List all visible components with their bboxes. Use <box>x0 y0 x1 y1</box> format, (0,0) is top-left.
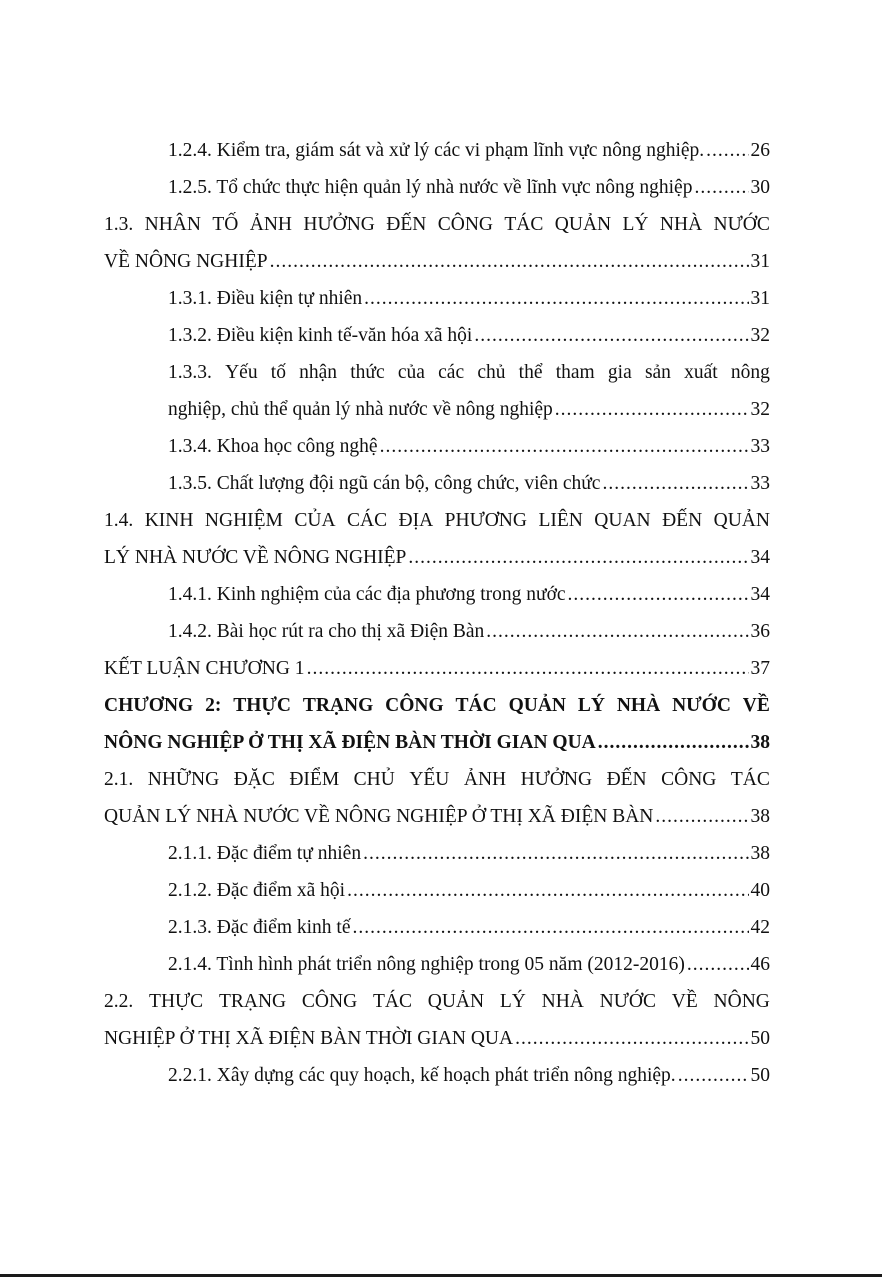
toc-entry-title: NGHIỆP Ở THỊ XÃ ĐIỆN BÀN THỜI GIAN QUA <box>104 1028 514 1049</box>
toc-entry-word: ĐẶC <box>233 769 275 790</box>
toc-entry-word: NƯỚC <box>713 214 770 235</box>
toc-entry <box>104 391 770 428</box>
toc-entry-word: các <box>438 362 465 383</box>
toc-entry-word: TÁC <box>504 214 544 235</box>
toc-page-number: 38 <box>750 732 770 753</box>
toc-entry-word: CÁC <box>346 510 388 531</box>
toc-entry <box>104 428 770 465</box>
toc-entry <box>104 650 770 687</box>
toc-entry <box>104 872 770 909</box>
toc-entry-word: tố <box>270 362 286 383</box>
toc-entry-word: NHÀ <box>659 214 703 235</box>
toc-entry <box>104 465 770 502</box>
toc-entry-title: 1.4.1. Kinh nghiệm của các địa phương trong nước <box>168 584 566 605</box>
toc-entry <box>104 835 770 872</box>
toc-dot-leader <box>364 280 748 317</box>
toc-dot-leader <box>486 613 748 650</box>
toc-entry-title: 1.3.5. Chất lượng đội ngũ cán bộ, công chức, viên chức <box>168 473 601 494</box>
toc-entry-word: nông <box>730 362 770 383</box>
toc-entry <box>104 169 770 206</box>
table-of-contents <box>104 132 770 1094</box>
toc-entry-word: LÝ <box>577 695 605 716</box>
toc-entry-word: thể <box>518 362 543 383</box>
toc-entry-word: 2.2. <box>104 991 134 1012</box>
toc-entry <box>104 502 770 539</box>
toc-dot-leader <box>598 724 749 761</box>
toc-entry-word: THỰC <box>233 695 291 716</box>
toc-entry-title: KẾT LUẬN CHƯƠNG 1 <box>104 658 305 679</box>
toc-entry-word: tham <box>555 362 595 383</box>
toc-dot-leader <box>347 872 748 909</box>
toc-dot-leader <box>687 946 749 983</box>
toc-entry <box>104 946 770 983</box>
toc-entry-word: NGHIỆM <box>204 510 283 531</box>
toc-entry-title: 2.1.2. Đặc điểm xã hội <box>168 880 346 901</box>
toc-entry-word: VỀ <box>742 695 770 716</box>
toc-page-number: 38 <box>750 806 770 827</box>
toc-dot-leader <box>555 391 749 428</box>
toc-entry-word: 2: <box>205 695 222 716</box>
toc-entry-word: CHỦ <box>353 769 395 790</box>
toc-page-number: 33 <box>750 473 770 494</box>
toc-entry <box>104 539 770 576</box>
toc-entry-word: TRẠNG <box>302 695 374 716</box>
toc-entry <box>104 243 770 280</box>
toc-dot-leader <box>408 539 748 576</box>
toc-entry-word: THỰC <box>149 991 204 1012</box>
toc-entry-word: CÔNG <box>661 769 717 790</box>
toc-entry-word: TỐ <box>212 214 239 235</box>
toc-page-number: 37 <box>750 658 770 679</box>
toc-entry-word: KINH <box>144 510 194 531</box>
toc-entry <box>104 1020 770 1057</box>
toc-entry-word: QUẢN <box>554 214 612 235</box>
toc-page-number: 42 <box>750 917 770 938</box>
toc-entry-word: 1.3. <box>104 214 134 235</box>
toc-entry-word: LÝ <box>622 214 649 235</box>
toc-entry <box>104 761 770 798</box>
toc-page-number: 36 <box>750 621 770 642</box>
toc-dot-leader <box>474 317 748 354</box>
toc-entry-word: QUAN <box>594 510 651 531</box>
toc-entry <box>104 1057 770 1094</box>
toc-entry-word: QUẢN <box>713 510 770 531</box>
toc-entry-title: 1.2.4. Kiểm tra, giám sát và xử lý các vi phạm lĩnh vực nông nghiệp. <box>168 140 705 161</box>
toc-entry-word: thức <box>350 362 385 383</box>
toc-dot-leader <box>568 576 749 613</box>
toc-entry-title: 2.1.1. Đặc điểm tự nhiên <box>168 843 362 864</box>
toc-entry <box>104 724 770 761</box>
toc-entry-word: 1.4. <box>104 510 134 531</box>
toc-entry-title: LÝ NHÀ NƯỚC VỀ NÔNG NGHIỆP <box>104 547 407 568</box>
toc-dot-leader <box>380 428 749 465</box>
toc-entry <box>104 613 770 650</box>
toc-entry-word: QUẢN <box>427 991 485 1012</box>
toc-entry <box>104 354 770 391</box>
toc-entry <box>104 206 770 243</box>
toc-entry-word: YẾU <box>409 769 450 790</box>
toc-entry-word: ĐẾN <box>606 769 647 790</box>
toc-dot-leader <box>706 132 748 169</box>
toc-page-number: 33 <box>750 436 770 457</box>
toc-page-number: 50 <box>750 1028 770 1049</box>
toc-entry-word: LÝ <box>499 991 526 1012</box>
toc-entry-word: VỀ <box>671 991 698 1012</box>
toc-entry-word: CÔNG <box>301 991 358 1012</box>
toc-page-number: 34 <box>750 547 770 568</box>
toc-entry-title: 2.1.3. Đặc điểm kinh tế <box>168 917 351 938</box>
toc-entry-word: CHƯƠNG <box>104 695 194 716</box>
toc-entry-title: 1.3.1. Điều kiện tự nhiên <box>168 288 363 309</box>
toc-entry-title: 1.2.5. Tổ chức thực hiện quản lý nhà nước về lĩnh vực nông nghiệp <box>168 177 693 198</box>
toc-entry-word: HƯỞNG <box>520 769 593 790</box>
toc-entry-word: TÁC <box>455 695 497 716</box>
toc-entry-word: NHÂN <box>144 214 201 235</box>
toc-entry <box>104 983 770 1020</box>
toc-entry-word: ĐIỂM <box>289 769 340 790</box>
toc-entry-word: CÔNG <box>437 214 493 235</box>
toc-page-number: 32 <box>750 399 770 420</box>
toc-entry-word: gia <box>607 362 632 383</box>
toc-entry-title: 2.2.1. Xây dựng các quy hoạch, kế hoạch phát triển nông nghiệp. <box>168 1065 676 1086</box>
toc-page-number: 32 <box>750 325 770 346</box>
toc-entry <box>104 576 770 613</box>
toc-entry <box>104 317 770 354</box>
toc-page-number: 30 <box>750 177 770 198</box>
toc-dot-leader <box>678 1057 749 1094</box>
toc-dot-leader <box>694 169 748 206</box>
toc-page-number: 40 <box>750 880 770 901</box>
toc-entry-title: 1.4.2. Bài học rút ra cho thị xã Điện Bàn <box>168 621 485 642</box>
toc-dot-leader <box>363 835 748 872</box>
toc-entry-word: CỦA <box>294 510 336 531</box>
toc-entry <box>104 280 770 317</box>
toc-entry <box>104 687 770 724</box>
toc-dot-leader <box>515 1020 748 1057</box>
toc-entry <box>104 798 770 835</box>
toc-entry-word: CÔNG <box>385 695 444 716</box>
toc-dot-leader <box>602 465 748 502</box>
toc-page-number: 38 <box>750 843 770 864</box>
toc-entry-title: nghiệp, chủ thể quản lý nhà nước về nông nghiệp <box>168 399 553 420</box>
toc-entry-title: VỀ NÔNG NGHIỆP <box>104 251 268 272</box>
toc-page-number: 26 <box>750 140 770 161</box>
toc-entry-word: chủ <box>477 362 506 383</box>
toc-entry-word: NƯỚC <box>599 991 656 1012</box>
toc-page-number: 50 <box>750 1065 770 1086</box>
toc-entry-word: xuất <box>684 362 718 383</box>
toc-entry <box>104 909 770 946</box>
toc-entry-word: TÁC <box>730 769 770 790</box>
toc-entry-word: Yếu <box>225 362 258 383</box>
toc-entry-title: 1.3.4. Khoa học công nghệ <box>168 436 378 457</box>
toc-entry-word: ẢNH <box>249 214 293 235</box>
toc-entry-word: PHƯƠNG <box>444 510 527 531</box>
toc-entry-word: NHÀ <box>541 991 584 1012</box>
toc-entry-word: QUẢN <box>508 695 566 716</box>
toc-dot-leader <box>655 798 748 835</box>
toc-entry-title: 1.3.2. Điều kiện kinh tế-văn hóa xã hội <box>168 325 473 346</box>
toc-entry-word: ĐỊA <box>398 510 434 531</box>
toc-page-number: 34 <box>750 584 770 605</box>
toc-entry-title: QUẢN LÝ NHÀ NƯỚC VỀ NÔNG NGHIỆP Ở THỊ XÃ ĐIỆN BÀN <box>104 806 654 827</box>
toc-entry-word: ẢNH <box>463 769 507 790</box>
toc-entry <box>104 132 770 169</box>
toc-entry-word: HƯỞNG <box>303 214 375 235</box>
toc-entry-word: 1.3.3. <box>168 362 212 383</box>
toc-entry-word: NHỮNG <box>147 769 220 790</box>
toc-entry-title: 2.1.4. Tình hình phát triển nông nghiệp trong 05 năm (2012-2016) <box>168 954 685 975</box>
toc-entry-word: 2.1. <box>104 769 134 790</box>
toc-entry-word: ĐẾN <box>386 214 427 235</box>
toc-entry-word: sản <box>644 362 671 383</box>
toc-dot-leader <box>307 650 749 687</box>
toc-page-number: 31 <box>750 288 770 309</box>
toc-dot-leader <box>270 243 749 280</box>
toc-entry-word: ĐẾN <box>662 510 703 531</box>
toc-entry-word: NÔNG <box>713 991 770 1012</box>
toc-dot-leader <box>353 909 749 946</box>
toc-entry-word: NHÀ <box>616 695 661 716</box>
toc-page-number: 31 <box>750 251 770 272</box>
toc-entry-word: LIÊN <box>538 510 583 531</box>
toc-entry-word: của <box>397 362 425 383</box>
toc-entry-word: NƯỚC <box>672 695 731 716</box>
toc-entry-word: TRẠNG <box>218 991 287 1012</box>
toc-entry-word: TÁC <box>372 991 412 1012</box>
toc-entry-word: nhận <box>299 362 338 383</box>
toc-entry-title: NÔNG NGHIỆP Ở THỊ XÃ ĐIỆN BÀN THỜI GIAN QUA <box>104 732 596 753</box>
toc-page-number: 46 <box>750 954 770 975</box>
